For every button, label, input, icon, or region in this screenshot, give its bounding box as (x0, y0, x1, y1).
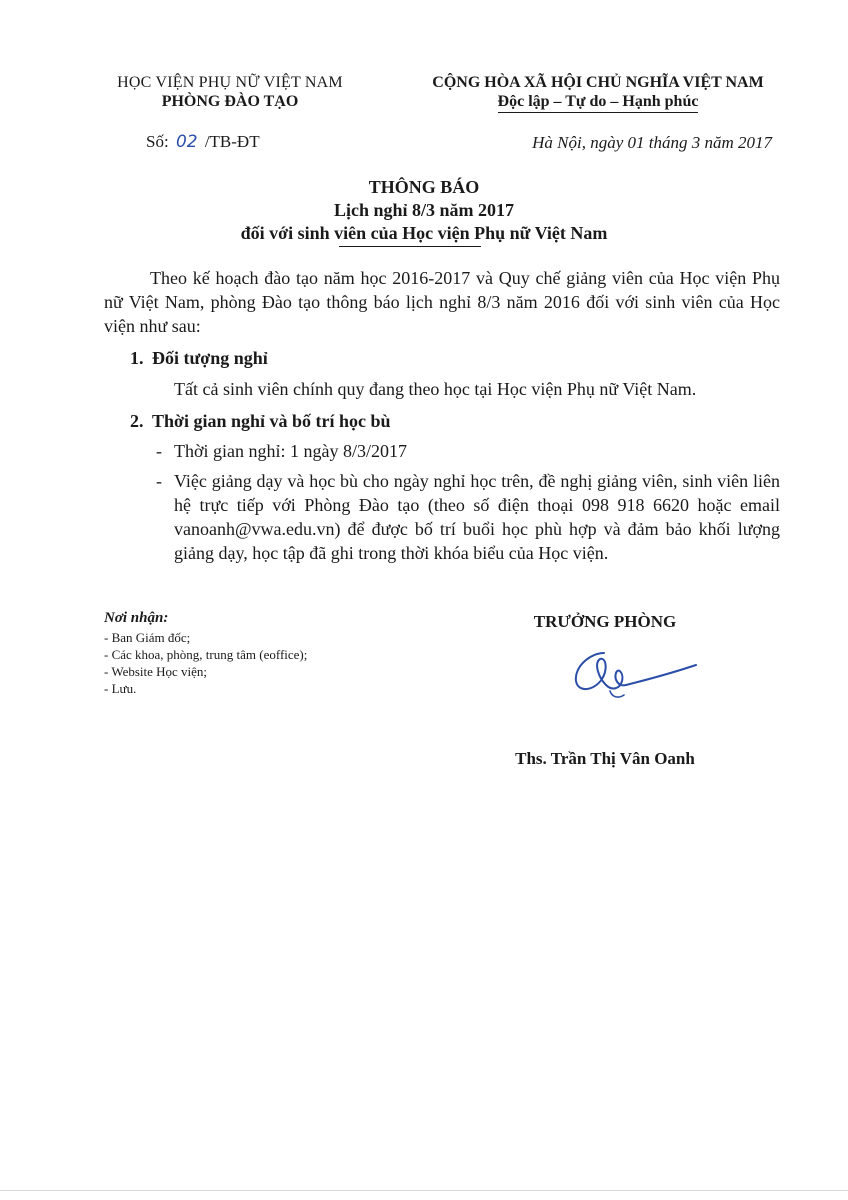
section-2-title: Thời gian nghỉ và bố trí học bù (152, 411, 391, 431)
title-underline (339, 246, 481, 247)
doc-no-prefix: Số: (146, 132, 169, 151)
national-motto: Độc lập – Tự do – Hạnh phúc (498, 93, 699, 113)
notice-body (104, 266, 780, 565)
title-line-2: Lịch nghỉ 8/3 năm 2017 (333, 200, 515, 220)
doc-no-suffix: /TB-ĐT (204, 132, 260, 151)
intro-paragraph: Theo kế hoạch đào tạo năm học 2016-2017 và Quy chế giảng viên của Học viện Phụ nữ Việt Nam, phòng Đào tạo thông báo lịch nghỉ 8/3 năm 2016 đối với sinh viên của Học viện như sau: (104, 268, 780, 336)
section-1-text: Tất cả sinh viên chính quy đang theo học tại Học viện Phụ nữ Việt Nam. (174, 379, 697, 399)
section-2-heading (130, 409, 780, 433)
place-date: Hà Nội, ngày 01 tháng 3 năm 2017 (532, 133, 772, 152)
document-number (146, 132, 260, 152)
doc-no-handwritten: 02 (175, 132, 198, 152)
page-edge-divider (0, 1190, 848, 1191)
list-item (104, 439, 780, 463)
recipient-item: - Ban Giám đốc; (104, 630, 191, 645)
notice-title (150, 176, 698, 245)
handwritten-signature-icon (560, 645, 710, 705)
title-line-3: đối với sinh viên của Học viện Phụ nữ Việt Nam (240, 223, 608, 243)
signer-name: Ths. Trần Thị Vân Oanh (515, 749, 695, 768)
recipients-heading: Nơi nhận: (104, 610, 169, 626)
title-line-1: THÔNG BÁO (368, 177, 480, 197)
nation-name: CỘNG HÒA XÃ HỘI CHỦ NGHĨA VIỆT NAM (432, 74, 764, 91)
signer-title: TRƯỞNG PHÒNG (533, 612, 677, 631)
national-header (412, 74, 784, 113)
issuer-dept: PHÒNG ĐÀO TẠO (161, 93, 299, 110)
bullet-dash: - (156, 441, 162, 461)
list-item (104, 469, 780, 565)
issuer-org: HỌC VIỆN PHỤ NỮ VIỆT NAM (117, 74, 343, 91)
bullet-text: Thời gian nghỉ: 1 ngày 8/3/2017 (174, 441, 407, 461)
recipient-item: - Các khoa, phòng, trung tâm (eoffice); (104, 647, 308, 662)
recipients-block (104, 610, 404, 697)
recipient-item: - Lưu. (104, 681, 137, 696)
section-2-number: 2. (130, 411, 144, 431)
section-1-title: Đối tượng nghỉ (152, 348, 268, 368)
bullet-dash: - (156, 471, 162, 491)
section-1-number: 1. (130, 348, 144, 368)
recipient-item: - Website Học viện; (104, 664, 208, 679)
section-1-heading (130, 346, 780, 370)
bullet-text: Việc giảng dạy và học bù cho ngày nghỉ học trên, đề nghị giảng viên, sinh viên liên hệ trực tiếp với Phòng Đào tạo (theo số điện thoại 098 918 6620 hoặc email vanoanh@vwa.edu.vn) để được bố trí buổi học phù hợp và đảm bảo khối lượng giảng dạy, học tập đã ghi trong thời khóa biểu của Học viện. (174, 471, 780, 563)
issuer-block (100, 74, 360, 111)
